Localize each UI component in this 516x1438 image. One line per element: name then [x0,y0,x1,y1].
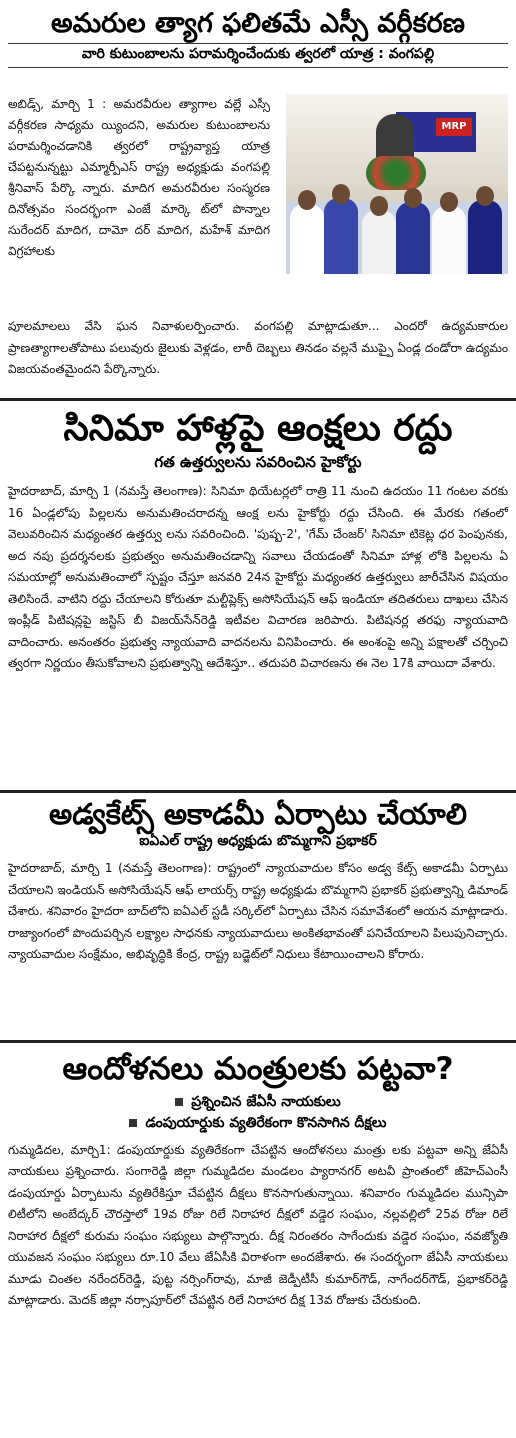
article1-body-full-wrap [0,316,516,381]
article4-bullet-1-text: ప్రశ్నించిన జేఏసీ నాయకులు [191,1093,341,1110]
article-protests [0,1052,516,1312]
divider-1 [0,398,516,401]
article-sc-classification [0,8,516,74]
article1-subheadline: వారి కుటుంబాలను పరామర్శించేందుకు త్వరలో యాత్ర : వంగపల్లి [8,43,508,68]
article3-subheadline: ఐఏఎల్ రాష్ట్ర అధ్యక్షుడు బొమ్మగాని ప్రభాకర్ [139,833,377,850]
article3-headline: అడ్వకేట్స్ అకాడమీ ఏర్పాటు చేయాలి [49,797,467,831]
divider-2 [0,790,516,793]
bullet-icon [175,1098,183,1106]
banner-text: MRP [436,118,472,136]
article3-body: హైదరాబాద్, మార్చి 1 (నమస్తే తెలంగాణ): రాష్ట్రంలో న్యాయవాదుల కోసం అడ్వ కేట్స్ అకాడమీ ఏర్పాటు చేయాలని ఇండియన్ అసోసియేషన్ ఆఫ్ లాయర్స్ రాష్ట్ర అధ్యక్షుడు బొమ్మగాని ప్రభాకర్ ప్రభుత్వాన్ని డిమాండ్ చేశారు. శనివారం హైదరా బాద్‌లోని ఐఏఎల్ స్టడీ సర్కిల్‌లో ఏర్పాటు చేసిన సమావేశంలో ఆయన మాట్లాడారు. రాజ్యాంగంలో పొందుపర్చిన లక్ష్యాల సాధనకు న్యాయవాదులు అంకితభావంతో పనిచేయాలని పిలుపునిచ్చారు. న్యాయవాదుల సంక్షేమం, అభివృద్ధికి కేంద్ర, రాష్ట్ర బడ్జెట్‌లో నిధులు కేటాయించాలని కోరారు. [8,861,508,962]
article4-headline: ఆందోళనలు మంత్రులకు పట్టవా? [62,1051,454,1087]
article-cinema-halls [0,408,516,675]
article4-bullet-1 [8,1094,508,1113]
article1-body-full: పూలమాలలు వేసి ఘన నివాళులర్పించారు. వంగపల్లి మాట్లాడుతూ... ఎందరో ఉద్యమకారుల ప్రాణత్యాగాలతోపాటు పలువురు జైలుకు వెళ్లడం, లాఠీ దెబ్బలు తినడం వల్లనే ముప్పై ఏండ్ల దండోరా ఉద్యమం విజయవంతమైందని పేర్కొన్నారు. [8,319,508,376]
article4-bullet-2 [8,1115,508,1134]
article2-body: హైదరాబాద్, మార్చి 1 (నమస్తే తెలంగాణ): సినిమా థియేటర్లలో రాత్రి 11 నుంచి ఉదయం 11 గంటల వరకు 16 ఏండ్లలోపు పిల్లలను అనుమతించరాదన్న ఆంక్ష లను హైకోర్టు రద్దు చేసింది. ఈ మేరకు గతంలో వెలువరించిన మధ్యంతర ఉత్తర్వు లను సవరించింది. 'పుష్ప-2', 'గేమ్ చేంజర్' సినిమా టికెట్ల ధర పెంపునకు, అద నపు ప్రదర్శనలకు ప్రభుత్వం అనుమతించడాన్ని సవాలు చేయడంతో సినిమా హాళ్ల లోకి పిల్లలను ఏ సమయాల్లో అనుమతించాలో స్పష్టం చేస్తూ జనవరి 24న హైకోర్టు మధ్యంతర ఉత్తర్వులు జారీచేసిన విషయం తెలిసిందే. వాటిని రద్దు చేయాలని కోరుతూ మల్టీప్లెక్స్ అసోసియేషన్ ఆఫ్ ఇండియా తదితరులు దాఖలు చేసిన ఇంప్లీడ్ పిటిషన్లపై జస్టిస్ బీ విజయ్‌సేన్‌రెడ్డి ఇటీవల విచారణ జరిపారు. పిటిషనర్ల తరఫు న్యాయవాది వాదించారు. అనంతరం ప్రభుత్వ న్యాయవాది వాదనలను వినిపించారు. ఈ అంశంపై అన్ని పక్షాలతో చర్చించి త్వరగా నిర్ణయం తీసుకోవాలని ప్రభుత్వాన్ని ఆదేశిస్తూ.. తదుపరి విచారణను ఈ నెల 17కి వాయిదా వేశారు. [8,484,508,671]
article1-body-wrap [0,94,516,262]
article4-bullet-2-text: డంపుయార్డుకు వ్యతిరేకంగా కొనసాగిన దీక్షలు [145,1114,387,1131]
article4-body: గుమ్మడిదల, మార్చి1: డంపుయార్డుకు వ్యతిరేకంగా చేపట్టిన ఆందోళనలు మంత్రు లకు పట్టవా అన్ని జేఏసీ నాయకులు ప్రశ్నించారు. సంగారెడ్డి జిల్లా గుమ్మడిదల మండలం ప్యారానగర్ అటవీ ప్రాంతంలో జీహెచ్ఎంసీ డంపుయార్డు ఏర్పాటును వ్యతిరేకిస్తూ చేపట్టిన దీక్షలు కొనసాగుతున్నాయి. శనివారం గుమ్మడిదల మున్సిపా లిటీలోని అంబేద్కర్ చౌరస్తాలో 19వ రోజు రిలే నిరాహార దీక్షలో వడ్డెర సంఘం, నల్లవల్లిలో 25వ రోజు రిలే నిరాహార దీక్షలో కురుమ సంఘం సభ్యులు పాల్గొన్నారు. దీక్ష నిరంతరం సాగేందుకు వడ్డెర సంఘం, నవజ్యోతి యువజన సంఘం సభ్యులు రూ.10 వేలు జేఏసీకి విరాళంగా అందజేశారు. ఈ సందర్భంగా జేఏసీ నాయకులు మూడు చింతల నరేందర్‌రెడ్డి, పుట్ట నర్సింగ్‌రావు, మాజీ జెడ్పీటీసీ కుమార్‌గౌడ్, నాగేందర్‌గౌడ్, ప్రభాకర్‌రెడ్డి మాట్లాడారు. మెదక్ జిల్లా నర్సాపూర్‌లో చేపట్టిన రిలే నిరాహార దీక్ష 13వ రోజుకు చేరుకుంది. [8,1142,508,1308]
article2-subheadline: గత ఉత్తర్వులను సవరించిన హైకోర్టు [154,453,362,472]
bullet-icon [129,1119,137,1127]
article1-headline: అమరుల త్యాగ ఫలితమే ఎస్సీ వర్గీకరణ [51,8,465,39]
article2-headline: సినిమా హాళ్లపై ఆంక్షలు రద్దు [63,408,453,449]
divider-3 [0,1040,516,1043]
article-advocates-academy [0,798,516,966]
article1-body-wrapped: అబిడ్స్, మార్చి 1 : అమరవీరుల త్యాగాల వల్లే ఎస్సీ వర్గీకరణ సాధ్యమ య్యిందని, అమరుల కుటుంబాలను పరామర్శించడానికి త్వరలో రాష్ట్రవ్యాప్త యాత్ర చేపట్టనున్నట్టు ఎమ్మార్పీఎస్ రాష్ట్ర అధ్యక్షుడు వంగపల్లి శ్రీనివాస్ పేర్కొ న్నారు. మాదిగ అమరవీరుల సంస్మరణ దినోత్సవం సందర్భంగా ఎంజే మార్కె ట్‌లో పొన్నాల సురేందర్ మాదిగ, దామో దర్ మాదిగ, మహేశ్ మాదిగ విగ్రహాలకు [8,97,270,258]
